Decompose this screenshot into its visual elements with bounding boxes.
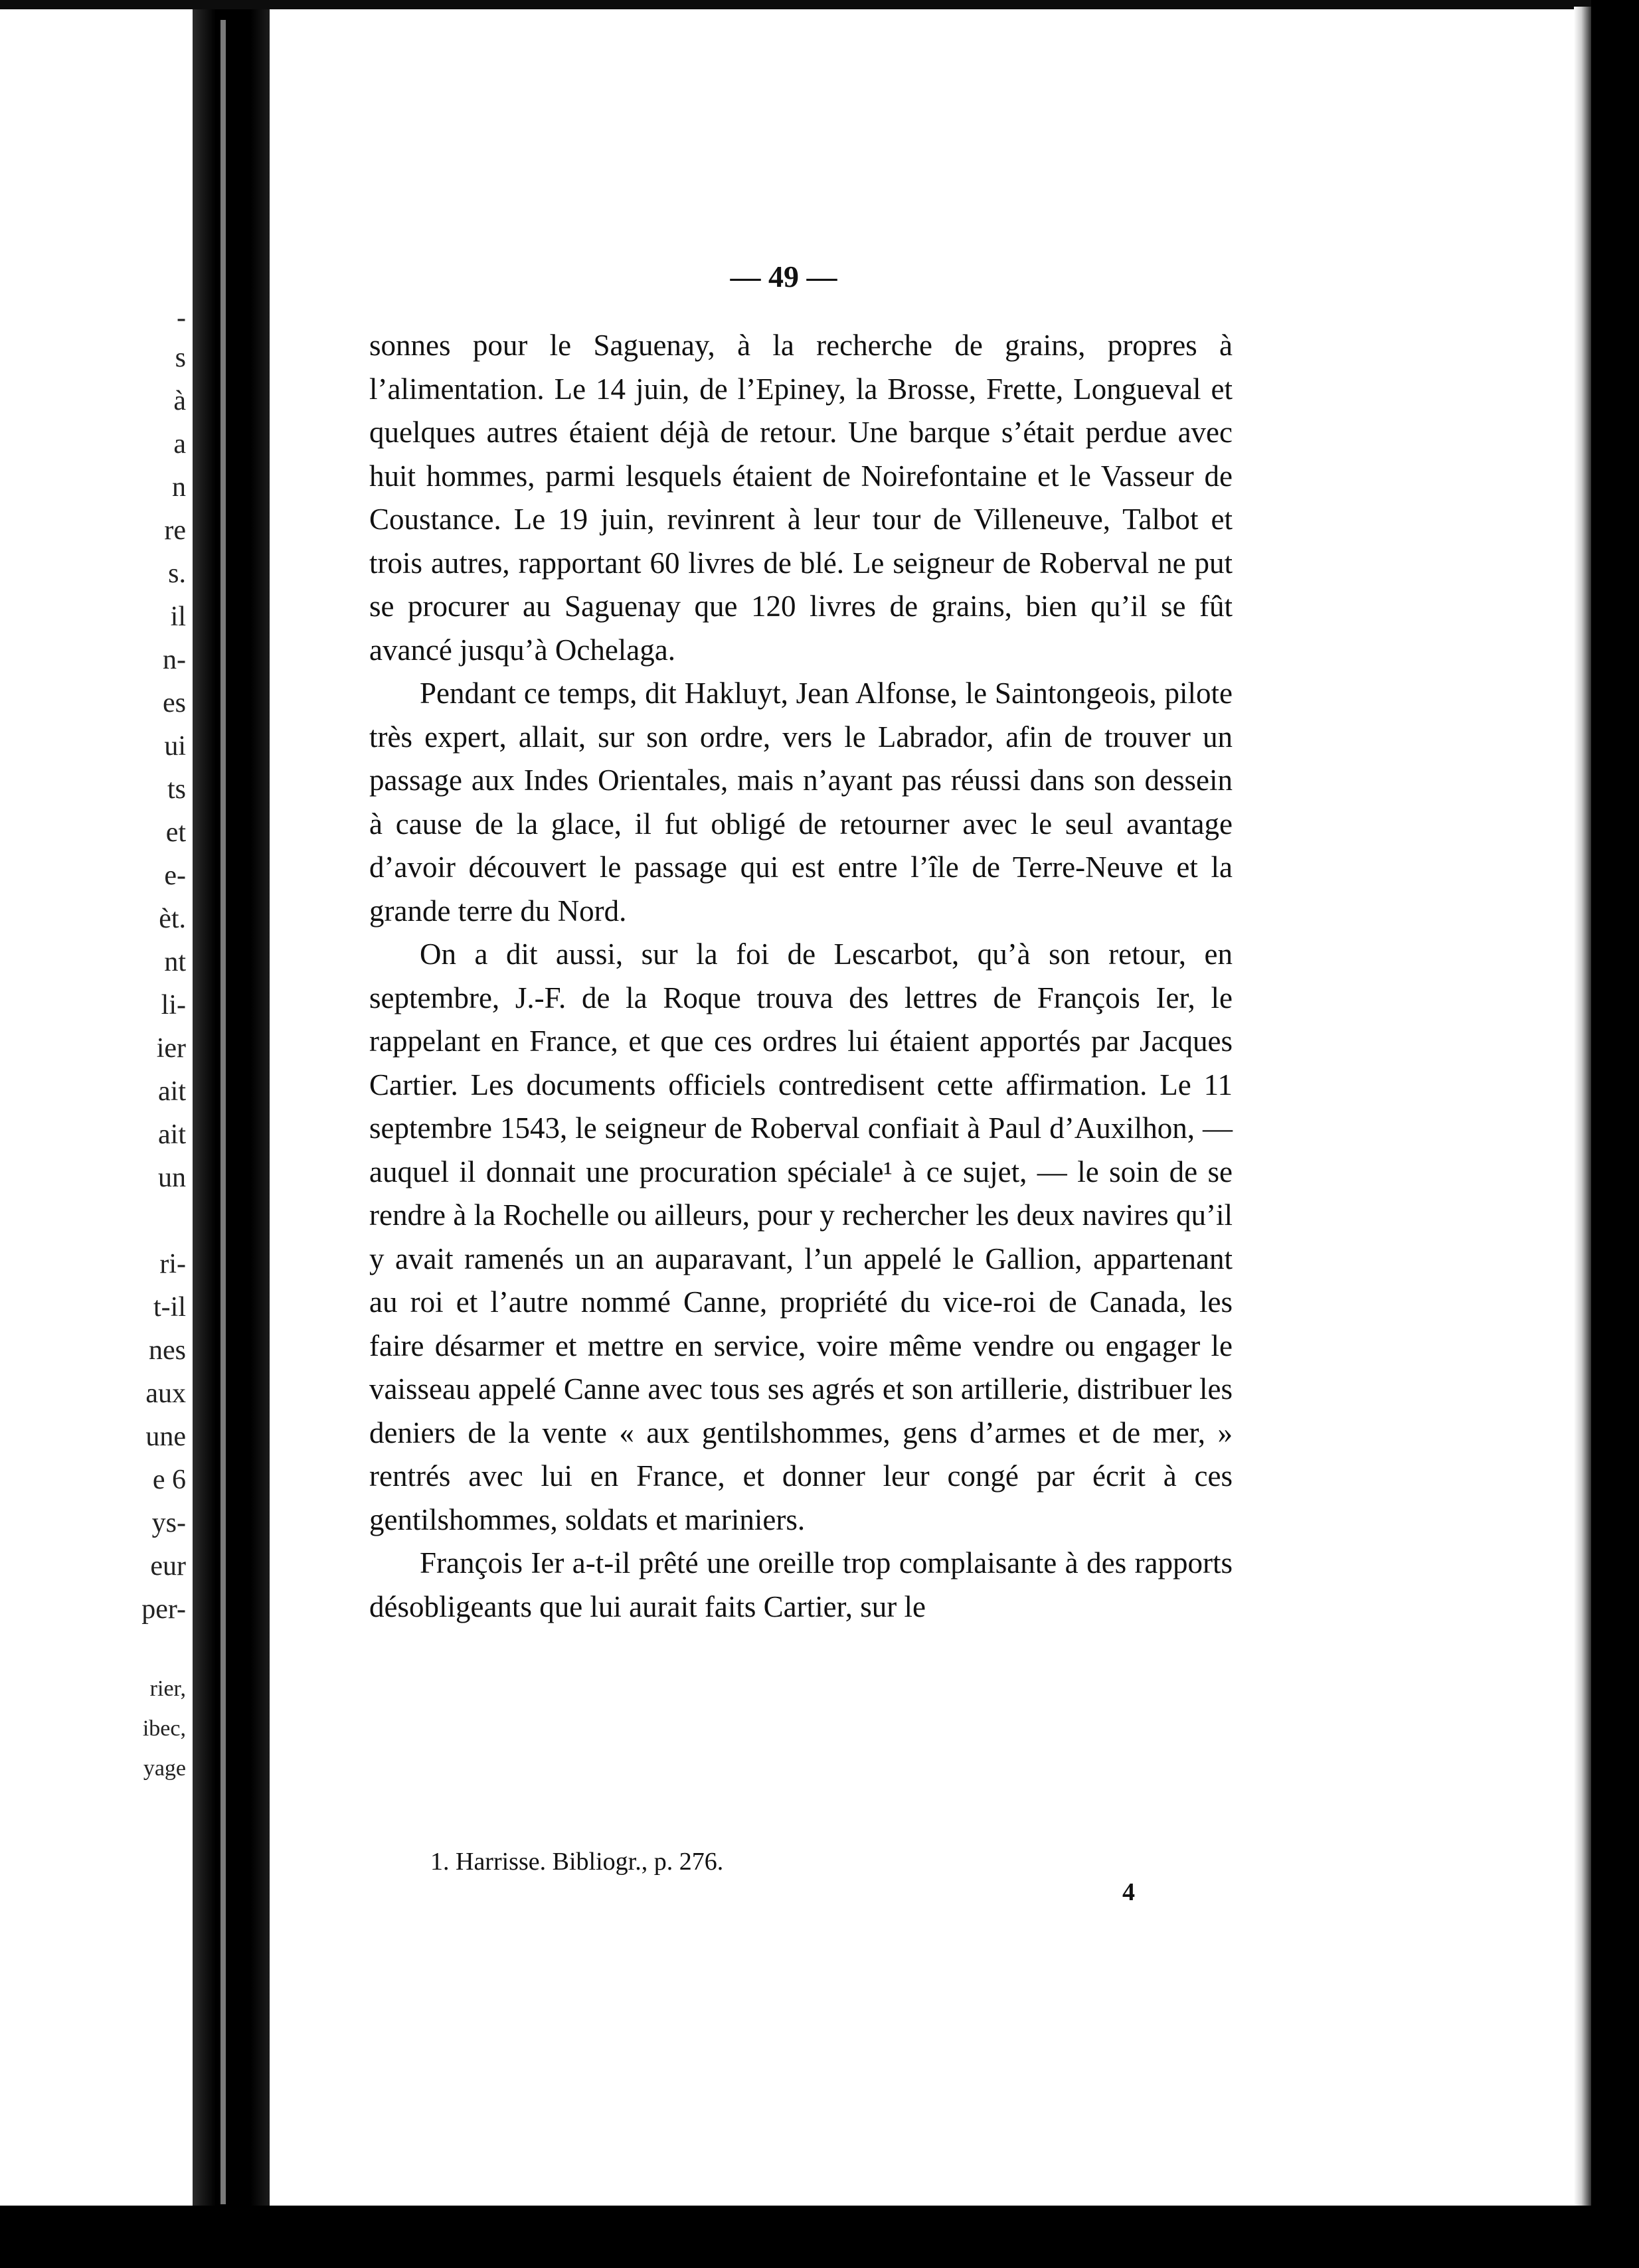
left-page-fragment: une xyxy=(145,1421,186,1452)
left-page-fragment: yage xyxy=(143,1756,186,1781)
left-page-fragment: aux xyxy=(145,1378,186,1409)
left-page-fragment: à xyxy=(173,386,186,416)
left-page-fragment: s xyxy=(175,343,186,373)
left-page-fragment: ui xyxy=(164,731,186,762)
left-page-fragment: rier, xyxy=(149,1676,186,1701)
left-page-fragment: per- xyxy=(141,1594,186,1625)
left-page-fragment: ѐt. xyxy=(159,904,186,934)
left-page-fragment: il xyxy=(170,602,186,632)
left-page-fragment: es xyxy=(163,688,186,718)
gutter-highlight xyxy=(220,20,226,2204)
scan-border-top xyxy=(0,0,1639,9)
left-page-fragment: e- xyxy=(164,860,186,891)
left-page-fragment: t-il xyxy=(153,1292,186,1323)
left-page-fragment: ier xyxy=(156,1033,186,1064)
paragraph-4: François Ier a-t-il prêté une oreille trop complaisante à des rapports désobligeants que lui aurait faits Cartier, sur le xyxy=(369,1546,1233,1623)
left-page-fragment: ait xyxy=(158,1076,186,1107)
paragraph-3: On a dit aussi, sur la foi de Lescarbot, qu’à son retour, en septembre, J.-F. de la Roque trouva des lettres de François Ier, le rappelant en France, et que ces ordres lui étaient apportés par Jacques Cartier. Les documents officiels contredisent cette affirmation. Le 11 septembre 1543, le seigneur de Roberval confiait à Paul d’Auxilhon, — auquel il donnait une procuration spéciale¹ à ce sujet, — le soin de se rendre à la Rochelle ou ailleurs, pour y rechercher les deux navires qu’il y avait ramenés un an auparavant, l’un appelé le Gallion, appartenant au roi et l’autre nommé Canne, propriété du vice-roi de Canada, les faire désarmer et mettre en service, voire même vendre ou engager le vaisseau appelé Canne avec tous ses agrés et son artillerie, distribuer les deniers de la vente « aux gentilshommes, gens d’armes et de mer, » rentrés avec lui en France, et donner leur congé par écrit à ces gentilshommes, soldats et mariniers. xyxy=(369,937,1233,1536)
signature-mark: 4 xyxy=(1122,1878,1135,1906)
body-text xyxy=(369,324,1233,1629)
left-page-edge xyxy=(0,9,193,2207)
left-page-fragment: ts xyxy=(167,774,186,805)
left-page-fragment: s. xyxy=(168,558,186,589)
scan-border-right xyxy=(1591,0,1639,2268)
left-page-fragment: - xyxy=(177,303,186,333)
left-page-fragment: re xyxy=(164,515,186,546)
paragraph-2: Pendant ce temps, dit Hakluyt, Jean Alfonse, le Saintongeois, pilote très expert, allait, sur son ordre, vers le Labrador, afin de trouver un passage aux Indes Orientales, mais n’ayant pas réussi dans son dessein à cause de la glace, il fut obligé de retourner avec le seul avantage d’avoir découvert le passage qui est entre l’île de Terre-Neuve et la grande terre du Nord. xyxy=(369,677,1233,928)
left-page-fragment: ait xyxy=(158,1119,186,1150)
left-page-fragment: n xyxy=(172,472,186,503)
left-page-fragment: nt xyxy=(164,947,186,977)
left-page-fragment: a xyxy=(173,429,186,459)
left-page-fragment: eur xyxy=(150,1551,186,1581)
left-page-fragment: e 6 xyxy=(152,1465,186,1495)
left-page-fragment: nes xyxy=(149,1335,186,1366)
left-page-fragment: ri- xyxy=(159,1249,186,1279)
left-page-fragment: n- xyxy=(163,645,186,675)
page-number: — 49 — xyxy=(730,260,837,293)
paragraph-1: sonnes pour le Saguenay, à la recherche de grains, propres à l’alimentation. Le 14 juin, de l’Epiney, la Brosse, Frette, Longueval et quelques autres étaient déjà de retour. Une barque s’était perdue avec huit hommes, parmi lesquels étaient de Noirefontaine et le Vasseur de Coustance. Le 19 juin, revinrent à leur tour de Villeneuve, Talbot et trois autres, rapportant 60 livres de blé. Le seigneur de Roberval ne put se procurer au Saguenay que 120 livres de grains, bien qu’il se fût avancé jusqu’à Ochelaga. xyxy=(369,329,1233,667)
left-page-fragment: un xyxy=(158,1163,186,1193)
page-edge-shadow xyxy=(1574,7,1593,2211)
scan-border-bottom xyxy=(0,2206,1639,2268)
left-page-fragment: ys- xyxy=(151,1508,186,1538)
left-page-fragment: et xyxy=(165,817,186,848)
left-page-fragment: ibec, xyxy=(142,1716,186,1741)
book-gutter xyxy=(193,0,270,2218)
left-page-fragment: li- xyxy=(161,990,186,1020)
footnote: 1. Harrisse. Bibliogr., p. 276. xyxy=(430,1848,724,1876)
